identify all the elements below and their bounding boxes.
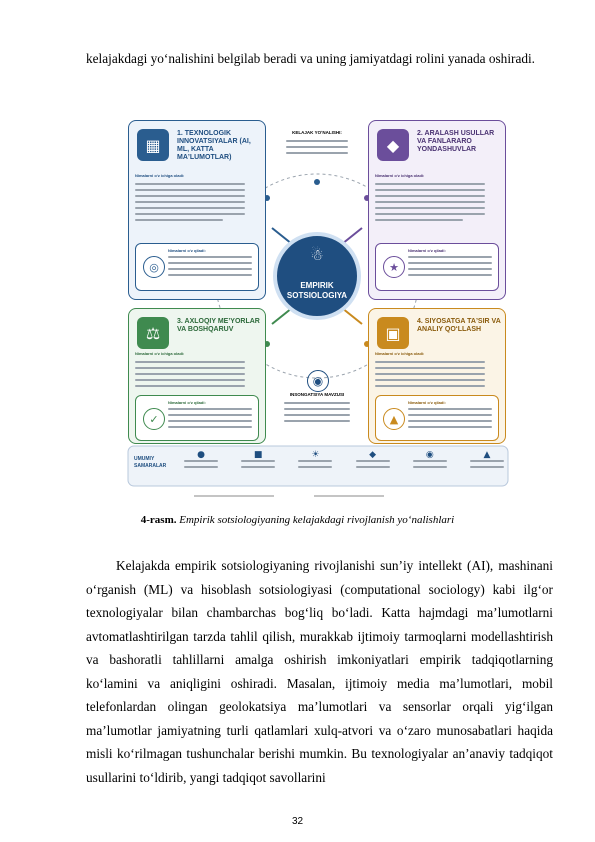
box4-list (375, 361, 485, 391)
bottom-strip-items (184, 450, 504, 482)
bottom-text-lines (284, 402, 350, 426)
strip-item (298, 450, 332, 482)
book-icon: ■ (253, 450, 263, 460)
box2-title: 2. ARALASH USULLAR VA FANLARARO YONDASHUVLAR (417, 130, 495, 153)
box-technological-innovations (128, 120, 266, 300)
box3-subtitle: Nimalarni oʻz ichiga oladi: (135, 351, 185, 356)
box1-title: 1. TEXNOLOGIK INNOVATSIYALAR (AI, ML, KATTA MAʼLUMOTLAR) (177, 130, 251, 161)
chart-icon: ▲ (383, 408, 405, 430)
box4-subtitle: Nimalarni oʻz ichiga oladi: (375, 351, 425, 356)
box3-inner (135, 395, 259, 441)
box1-inner (135, 243, 259, 291)
box2-subtitle: Nimalarni oʻz ichiga oladi: (375, 173, 425, 178)
people-icon: ☃ (310, 246, 324, 264)
box-mixed-methods (368, 120, 506, 300)
strip-item (470, 450, 504, 482)
top-text-lines (286, 140, 348, 158)
globe-icon: ◉ (425, 450, 434, 460)
center-title: EMPIRIK SOTSIOLOGIYA (286, 281, 348, 300)
box3-list (135, 361, 245, 391)
strip-item (184, 450, 218, 482)
page-number: 32 (291, 816, 304, 827)
bottom-strip-label: UMUMIY SAMARALAR (134, 456, 167, 469)
figure-infographic (124, 116, 510, 502)
bottom-heading: INSONGATSIYA MAVZUSI (289, 392, 345, 397)
strip-item (413, 450, 447, 482)
caption-text: Empirik sotsiologiyaning kelajakdagi rivojlanish yoʻnalishlari (179, 514, 455, 526)
top-heading: KELAJAK YOʻNALISHI: (292, 130, 342, 135)
box4-inner-label: Nimalarni oʻz qiladi: (408, 400, 446, 405)
institution-icon: ▣ (377, 317, 409, 349)
network-icon: ★ (383, 256, 405, 278)
box2-inner-label: Nimalarni oʻz qiladi: (408, 248, 446, 253)
box4-inner (375, 395, 499, 441)
box1-subtitle: Nimalarni oʻz ichiga oladi: (135, 173, 185, 178)
box2-inner (375, 243, 499, 291)
box2-list (375, 183, 485, 225)
bulb-icon: ☀ (311, 450, 320, 460)
box-ethical-norms (128, 308, 266, 444)
chip-icon: ▦ (137, 129, 169, 161)
box1-inner-label: Nimalarni oʻz qiladi: (168, 248, 206, 253)
chart-icon: ▲ (483, 450, 491, 460)
paragraph-top: kelajakdagi yoʻnalishini belgilab beradi va uning jamiyatdagi rolini yanada oshiradi. (86, 51, 536, 66)
mixed-methods-icon: ◆ (377, 129, 409, 161)
box2-inner-lines (408, 256, 492, 280)
people-icon: ● (197, 450, 205, 460)
paragraph-main: Kelajakda empirik sotsiologiyaning rivojlanishi sunʼiy intellekt (AI), mashinani oʻrganish (ML) va hisoblash sotsiologiyasi (computational sociology) kabi ilgʻor texnologiyalar bilan chambarchas bogʻliq boʻladi. Katta hajmdagi maʼlumotlarni avtomatlashtirilgan tarzda tahlil qilish, murakkab ijtimoiy tarmoqlarni modellashtirish va bashoratli tahlillarni amalga oshirish imkoniyatlari empirik tadqiqotlarning koʻlamini va aniqligini oshiradi. Masalan, ijtimoiy media maʼlumotlari, mobil telefonlardan olingan geolokatsiya maʼlumotlari va sensorlar orqali yigʻilgan maʼlumotlar jamiyatning turli qatlamlari xulq-atvori va oʻzaro munosabatlari haqida misli koʻrilmagan tushunchalar berishi mumkin. Bu texnologiyalar anʼanaviy tadqiqot usullarini toʻldirib, yangi tadqiqot savollarini (86, 558, 553, 785)
caption-label: 4-rasm. (140, 514, 177, 526)
figure-caption (0, 514, 595, 526)
shield-icon: ✓ (143, 408, 165, 430)
strip-item (241, 450, 275, 482)
box1-list (135, 183, 245, 225)
globe-icon: ◉ (307, 370, 329, 392)
box3-inner-lines (168, 408, 252, 432)
scales-icon: ⚖ (137, 317, 169, 349)
box3-title: 3. AXLOQIY MEʼYORLAR VA BOSHQARUV (177, 318, 260, 333)
shield-icon: ◆ (369, 450, 377, 460)
target-icon: ◎ (143, 256, 165, 278)
box1-inner-lines (168, 256, 252, 280)
box3-inner-label: Nimalarni oʻz qiladi: (168, 400, 206, 405)
box4-inner-lines (408, 408, 492, 432)
strip-item (356, 450, 390, 482)
box4-title: 4. SIYOSATGA TAʼSIR VA ANALIY QOʻLLASH (417, 318, 501, 333)
box-policy-impact (368, 308, 506, 444)
